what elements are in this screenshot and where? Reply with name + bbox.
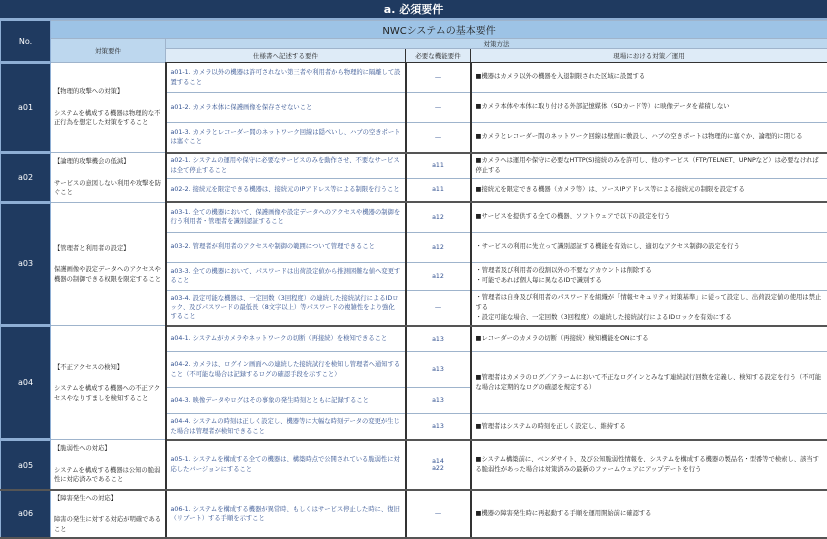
function-cell: — <box>406 290 471 326</box>
table-row <box>1 440 827 490</box>
requirement-cell <box>51 490 166 538</box>
row-number: a01 <box>1 63 51 153</box>
requirement-title: 【論理的攻撃機会の低減】 <box>54 157 162 166</box>
function-cell: — <box>406 93 471 123</box>
function-cell: a11 <box>406 178 471 202</box>
row-number: a02 <box>1 153 51 203</box>
row-number: a06 <box>1 490 51 538</box>
requirement-cell <box>51 326 166 440</box>
header-function: 必要な機能要件 <box>406 49 471 63</box>
requirement-title: 【不正アクセスの検知】 <box>54 363 162 372</box>
row-number: a03 <box>1 202 51 326</box>
requirements-table <box>0 20 827 539</box>
operation-cell: ■管理者はシステムの時刻を正しく設定し、維持する <box>471 414 827 440</box>
function-cell: a12 <box>406 262 471 290</box>
function-cell: a13 <box>406 326 471 352</box>
row-number: a05 <box>1 440 51 490</box>
operation-cell: ■機器の障害発生時に再起動する手順を運用開始前に確認する <box>471 490 827 538</box>
header-operation: 現場における対策／運用 <box>471 49 827 63</box>
spec-cell: a04-2. カメラは、ログイン画面への連続した接続試行を検知し管理者へ通知すること（不可能な場合は記録するログの確認手段を示すこと） <box>166 352 406 388</box>
operation-cell: ■管理者はカメラのログ／アラームにおいて不正なログインとみなす連続試行回数を定義し、検知する設定を行う（不可能な場合は定期的なログの確認を規定する） <box>471 352 827 414</box>
requirement-desc: サービスの意図しない利用や攻撃を防ぐこと <box>54 179 162 198</box>
operation-cell: ・管理者及び利用者の役割以外の不要なアカウントは削除する ・可能であれば個人毎に異なるIDで識別する <box>471 262 827 290</box>
row-number: a04 <box>1 326 51 440</box>
spec-cell: a03-2. 管理者が利用者のアクセスや制御の範囲について管理できること <box>166 232 406 262</box>
requirement-desc: 障害の発生に対する対応が明確であること <box>54 515 162 534</box>
spec-cell: a03-4. 設定可能な機器は、一定回数（3回程度）の連続した接続試行によるIDロック、及びパスワードの最低長（8文字以上）等パスワードの複雑性をより強化すること <box>166 290 406 326</box>
requirement-desc: システムを構成する機器は物理的な不正行為を想定した対策をすること <box>54 109 162 128</box>
table-row <box>1 63 827 93</box>
spec-cell: a04-3. 映像データやログはその事象の発生時刻とともに記録すること <box>166 388 406 414</box>
operation-cell: ■カメラとレコーダー間のネットワーク回線は壁面に敷設し、ハブの空きポートは物理的に塞ぐか、論理的に閉じる <box>471 123 827 153</box>
operation-cell: ・管理者は自身及び利用者のパスワードを組織が「情報セキュリティ対策基準」に従って設定し、出荷設定値の使用は禁止する ・設定可能な場合、一定回数（3回程度）の連続した接続試行によるIDロックを有効にする <box>471 290 827 326</box>
operation-cell: ■システム構築前に、ベンダサイト、及び公知脆弱性情報を、システムを構成する機器の製品名・型番等で検索し、該当する脆弱性があった場合は対策済みの最新のファームウェアにアップデートを行う <box>471 440 827 490</box>
function-cell: a13 <box>406 352 471 388</box>
operation-cell: ■カメラ本体や本体に取り付ける外部記憶媒体（SDカード等）に映像データを蓄積しない <box>471 93 827 123</box>
spec-cell: a04-1. システムがカメラやネットワークの切断（再接続）を検知できること <box>166 326 406 352</box>
requirement-desc: システムを構成する機器は公知の脆弱性に対応済みであること <box>54 466 162 485</box>
section-title: a. 必須要件 <box>0 0 827 20</box>
requirement-cell <box>51 153 166 203</box>
requirement-desc: 保護画像や設定データへのアクセスや機器の制御できる权限を限定すること <box>54 265 162 284</box>
requirement-desc: システムを構成する機器への不正アクセスやなりすましを検知すること <box>54 384 162 403</box>
header-method: 対策方法 <box>166 39 827 49</box>
header-requirement: 対策要件 <box>51 39 166 63</box>
spec-cell: a02-1. システムの運用や保守に必要なサービスのみを動作させ、不要なサービスは全て停止すること <box>166 153 406 179</box>
function-cell: a12 <box>406 232 471 262</box>
requirement-cell <box>51 202 166 326</box>
requirement-title: 【物理的攻撃への対策】 <box>54 87 162 96</box>
spec-cell: a01-1. カメラ以外の機器は許可されない第三者や利用者から物理的に隔離して設置すること <box>166 63 406 93</box>
operation-cell: ■レコーダーのカメラの切断（再接続）検知機能をONにする <box>471 326 827 352</box>
spec-cell: a06-1. システムを構成する機器が異常時、もしくはサービス停止した時に、復旧（リブート）する手順を示すこと <box>166 490 406 538</box>
spec-cell: a04-4. システムの時刻は正しく設定し、機器等に大幅な時刻データの変更が生じた場合は管理者が検知できること <box>166 414 406 440</box>
requirement-cell <box>51 63 166 153</box>
requirement-title: 【管理者と利用者の設定】 <box>54 244 162 253</box>
function-cell: a13 <box>406 388 471 414</box>
function-cell: a14 a22 <box>406 440 471 490</box>
table-row <box>1 326 827 352</box>
function-cell: — <box>406 123 471 153</box>
operation-cell: ・サービスの利用に先立って識別認証する機能を有効にし、適切なアクセス制御の設定を行う <box>471 232 827 262</box>
spec-cell: a01-3. カメラとレコーダー間のネットワーク回線は隠ぺいし、ハブの空きポートは塞ぐこと <box>166 123 406 153</box>
spec-cell: a03-3. 全ての機器において、パスワードは出荷設定値から推測困難な値へ変更すること <box>166 262 406 290</box>
operation-cell: ■サービスを提供する全ての機器、ソフトウェアで以下の設定を行う <box>471 202 827 232</box>
operation-cell: ■カメラへは運用や保守に必要なHTTP(S)接続のみを許可し、他のサービス（FTP/TELNET、UPNPなど）は必要なければ停止する <box>471 153 827 179</box>
table-row <box>1 490 827 538</box>
operation-cell: ■接続元を限定できる機器（カメラ等）は、ソースIPアドレス等による接続元の制限を設定する <box>471 178 827 202</box>
function-cell: a13 <box>406 414 471 440</box>
header-no: No. <box>1 21 51 63</box>
requirement-cell <box>51 440 166 490</box>
function-cell: a11 <box>406 153 471 179</box>
function-cell: — <box>406 63 471 93</box>
requirement-title: 【障害発生への対応】 <box>54 494 162 503</box>
operation-cell: ■機器はカメラ以外の機器を入退制限された区域に設置する <box>471 63 827 93</box>
spec-cell: a01-2. カメラ本体に保護画像を保存させないこと <box>166 93 406 123</box>
header-main: NWCシステムの基本要件 <box>51 21 827 39</box>
spec-cell: a05-1. システムを構成する全ての機器は、構築時点で公開されている脆弱性に対応したバージョンにすること <box>166 440 406 490</box>
requirement-title: 【脆弱性への対応】 <box>54 444 162 453</box>
spec-cell: a02-2. 接続元を限定できる機器は、接続元のIPアドレス等による制限を行うこと <box>166 178 406 202</box>
header-spec: 仕様書へ記述する要件 <box>166 49 406 63</box>
table-row <box>1 153 827 179</box>
function-cell: — <box>406 490 471 538</box>
table-row <box>1 202 827 232</box>
spec-cell: a03-1. 全ての機器において、保護画像や設定データへのアクセスや機器の制御を行う利用者・管理者を識別認証すること <box>166 202 406 232</box>
function-cell: a12 <box>406 202 471 232</box>
